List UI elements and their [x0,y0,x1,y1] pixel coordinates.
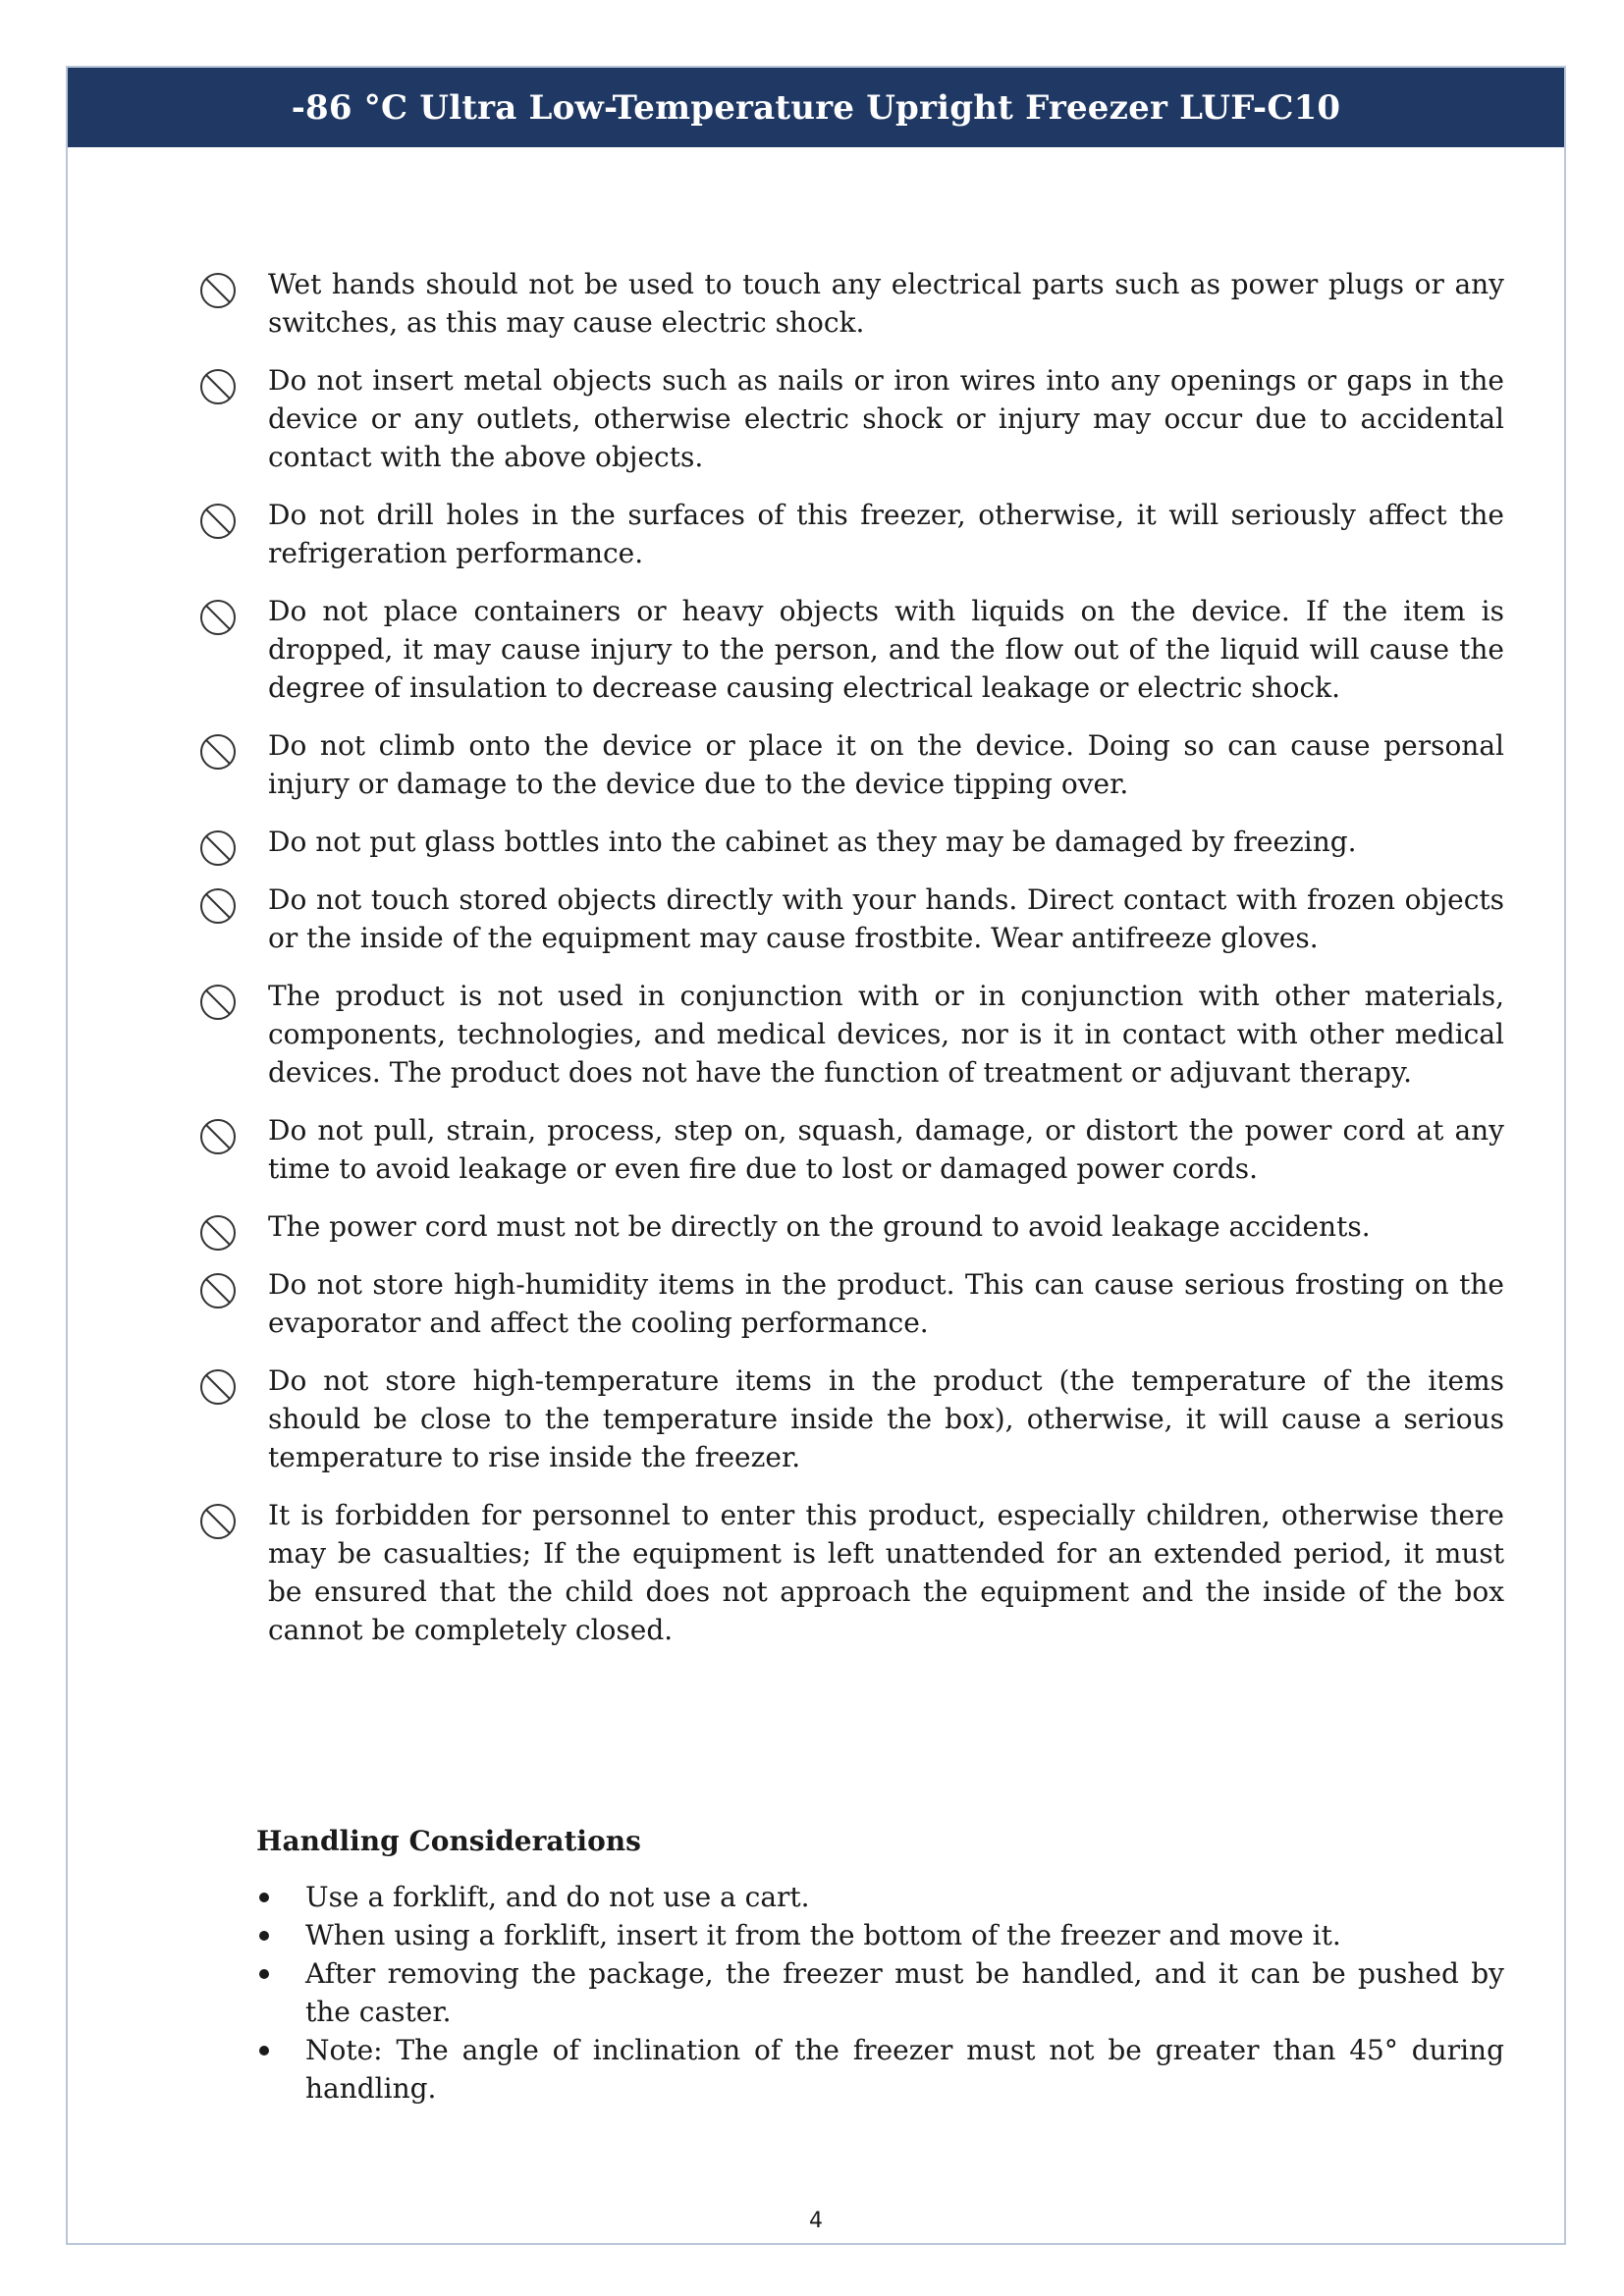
prohibition-icon [198,1117,238,1156]
warning-text: Do not insert metal objects such as nails or iron wires into any openings or gaps in the device or any outlets, otherwise electric shock or injury may occur due to accidental contact with the above objects. [268,364,1504,473]
warning-text: The product is not used in conjunction with or in conjunction with other materials, components, technologies, and medical devices, nor is it in contact with other medical devices. The product does not have the function of treatment or adjuvant therapy. [268,980,1504,1089]
warning-text: Do not store high-humidity items in the product. This can cause serious frosting on the evaporator and affect the cooling performance. [268,1268,1504,1339]
prohibition-icon [198,1271,238,1310]
prohibition-icon [198,598,238,637]
warning-text: Do not put glass bottles into the cabinet as they may be damaged by freezing. [268,826,1357,858]
warning-text: Do not place containers or heavy objects with liquids on the device. If the item is dropped, it may cause injury to the person, and the flow out of the liquid will cause the degree of insulation to decrease causing electrical leakage or electric shock. [268,595,1504,704]
warning-item [198,592,1504,707]
warning-item [198,977,1504,1092]
page-content [68,147,1564,2243]
handling-item [256,2031,1504,2108]
handling-section [256,1822,1504,2108]
page-number: 4 [809,2209,823,2233]
prohibition-icon [198,367,238,406]
bullet-icon [259,1893,269,1902]
prohibition-icon [198,1367,238,1407]
prohibition-icon [198,1502,238,1541]
warning-item [198,1111,1504,1188]
prohibition-icon [198,828,238,868]
prohibition-icon [198,886,238,926]
warning-text: Wet hands should not be used to touch any electrical parts such as power plugs or any switches, as this may cause electric shock. [268,268,1504,339]
page-header [68,68,1564,147]
warning-text: Do not drill holes in the surfaces of this freezer, otherwise, it will seriously affect the refrigeration performance. [268,499,1504,569]
page-frame [66,66,1566,2245]
warning-item [198,881,1504,957]
bullet-icon [259,1931,269,1941]
warning-item [198,1362,1504,1476]
warning-item [198,823,1504,861]
warning-text: Do not store high-temperature items in the product (the temperature of the items should be close to the temperature inside the box), otherwise, it will cause a serious temperature to rise inside the freezer. [268,1364,1504,1473]
warning-text: The power cord must not be directly on the ground to avoid leakage accidents. [268,1210,1371,1243]
bullet-icon [259,2046,269,2056]
warning-text: It is forbidden for personnel to enter this product, especially children, otherwise there may be casualties; If the equipment is left unattended for an extended period, it must be ensured that the child does not approach the equipment and the inside of the box cannot be completely closed. [268,1499,1504,1646]
handling-item-text: After removing the package, the freezer must be handled, and it can be pushed by the caster. [305,1957,1504,2028]
warning-item [198,265,1504,342]
handling-item [256,1878,1504,1916]
prohibition-icon [198,1213,238,1253]
warning-item [198,496,1504,572]
header-title: -86 °C Ultra Low-Temperature Upright Freezer LUF-C10 [291,87,1341,128]
warning-item [198,726,1504,803]
handling-title: Handling Considerations [256,1825,641,1857]
handling-item-text: Use a forklift, and do not use a cart. [305,1881,810,1913]
warning-text: Do not pull, strain, process, step on, squash, damage, or distort the power cord at any time to avoid leakage or even fire due to lost or damaged power cords. [268,1114,1504,1185]
warning-text: Do not touch stored objects directly with your hands. Direct contact with frozen objects or the inside of the equipment may cause frostbite. Wear antifreeze gloves. [268,883,1504,954]
handling-item-text: When using a forklift, insert it from the bottom of the freezer and move it. [305,1919,1341,1951]
warning-item [198,1265,1504,1342]
prohibition-icon [198,732,238,772]
handling-item [256,1916,1504,1954]
warning-list [198,265,1504,1669]
prohibition-icon [198,271,238,310]
handling-item-text: Note: The angle of inclination of the freezer must not be greater than 45° during handling. [305,2034,1504,2105]
bullet-icon [259,1969,269,1979]
warning-item [198,361,1504,476]
warning-text: Do not climb onto the device or place it on the device. Doing so can cause personal injury or damage to the device due to the device tipping over. [268,729,1504,800]
warning-item [198,1207,1504,1246]
prohibition-icon [198,983,238,1022]
prohibition-icon [198,502,238,541]
handling-item [256,1954,1504,2031]
warning-item [198,1496,1504,1649]
